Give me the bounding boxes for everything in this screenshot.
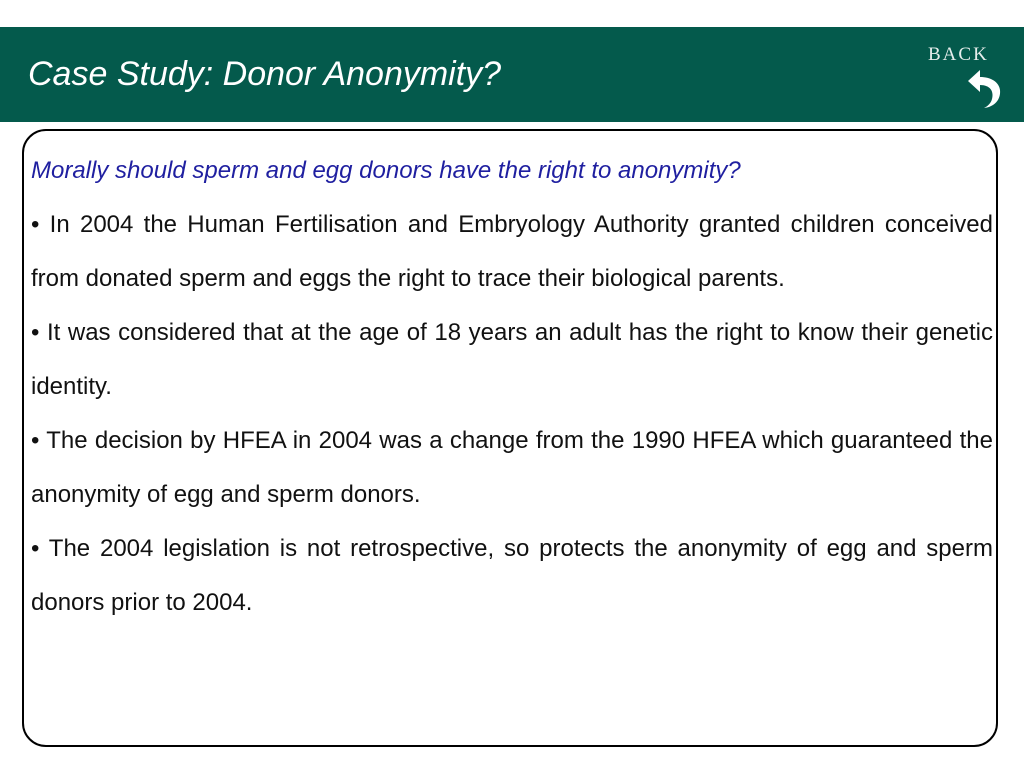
back-button[interactable] <box>920 40 1010 112</box>
question-heading: Morally should sperm and egg donors have the right to anonymity? <box>31 157 741 184</box>
slide-title: Case Study: Donor Anonymity? <box>28 55 502 93</box>
bullet-item: • It was considered that at the age of 18 years an adult has the right to know their genetic identity. <box>31 319 993 400</box>
bullet-list <box>31 198 993 630</box>
bullet-item: • The 2004 legislation is not retrospective, so protects the anonymity of egg and sperm donors prior to 2004. <box>31 535 993 616</box>
bullet-item: • In 2004 the Human Fertilisation and Embryology Authority granted children conceived from donated sperm and eggs the right to trace their biological parents. <box>31 211 993 292</box>
back-label: BACK <box>928 44 989 65</box>
bullet-item: • The decision by HFEA in 2004 was a change from the 1990 HFEA which guaranteed the anonymity of egg and sperm donors. <box>31 427 993 508</box>
curved-return-arrow-icon <box>960 64 1006 110</box>
